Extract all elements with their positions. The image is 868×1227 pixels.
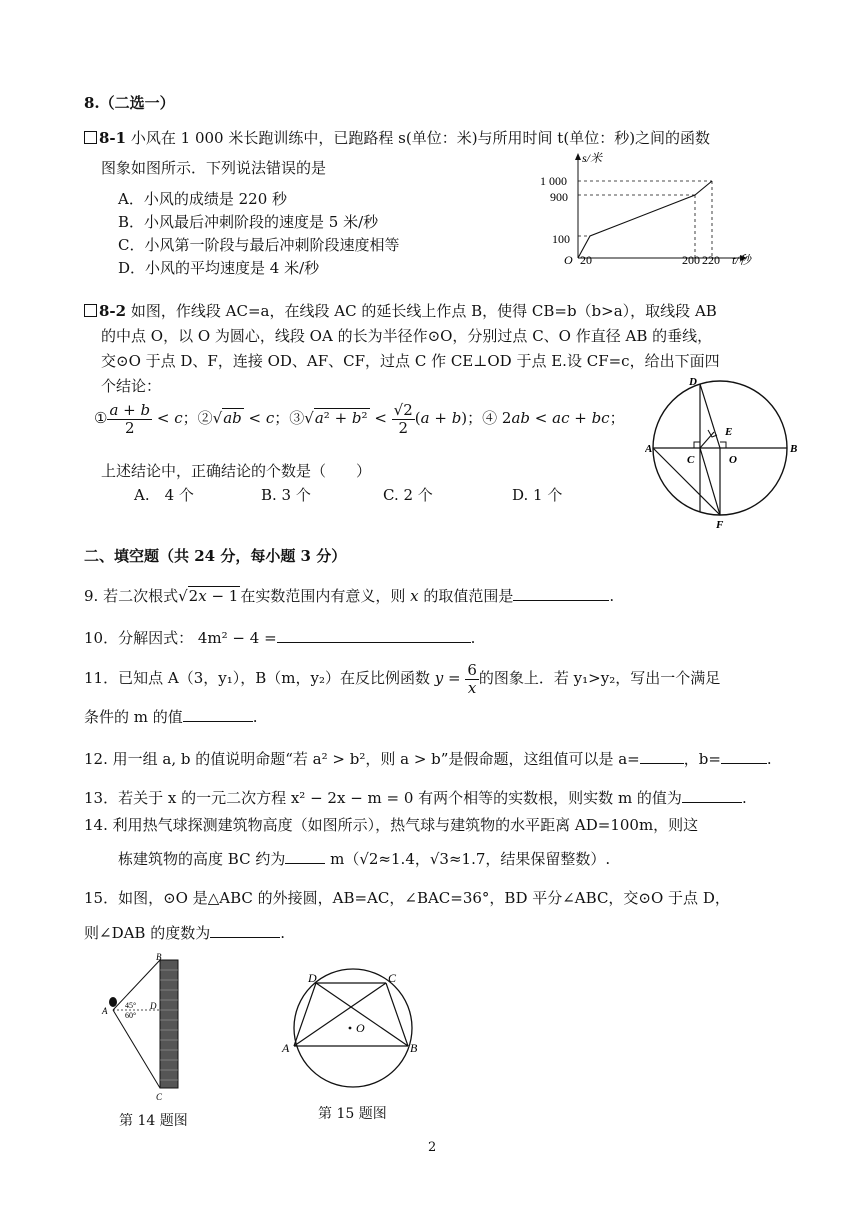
fig82-label-C: C bbox=[687, 454, 695, 466]
graph-xtick-20: 20 bbox=[580, 253, 592, 267]
graph-xlabel: t/秒 bbox=[732, 253, 751, 267]
fig15-caption: 第 15 题图 bbox=[318, 1106, 387, 1122]
fig14-angle-60: 60° bbox=[125, 1011, 137, 1020]
q11-line1: 11．已知点 A（3，y₁），B（m，y₂）在反比例函数 y = $\frac{6}{x}$ 的图象上．若 y₁>y₂，写出一个满足 bbox=[84, 661, 721, 697]
fig15-label-A: A bbox=[282, 1041, 290, 1055]
q8-2-option-d: D. 1 个 bbox=[512, 486, 563, 504]
q8-1-option-b: B．小风最后冲刺阶段的速度是 5 米/秒 bbox=[118, 213, 379, 231]
fig15-label-D: D bbox=[308, 971, 317, 985]
q12: 12. 用一组 a, b 的值说明命题“若 a² > b²，则 a > b”是假命题，这组值可以是 a= ，b= . bbox=[84, 750, 772, 768]
graph-ytick-1000: 1 000 bbox=[540, 174, 567, 188]
fig82-label-O: O bbox=[729, 454, 737, 466]
q8-1-option-c: C．小风第一阶段与最后冲刺阶段速度相等 bbox=[118, 236, 400, 254]
q15-answer-blank[interactable] bbox=[210, 923, 280, 938]
graph-ylabel: s/米 bbox=[582, 151, 603, 165]
hot-air-balloon-icon bbox=[109, 997, 117, 1007]
fig14-label-A: A bbox=[102, 1006, 108, 1016]
fig14-angle-45: 45° bbox=[125, 1001, 137, 1010]
q8-1-line2: 图象如图所示．下列说法错误的是 bbox=[101, 159, 327, 177]
fig82-label-B: B bbox=[790, 443, 798, 455]
q10-answer-blank[interactable] bbox=[277, 628, 471, 643]
graph-origin: O bbox=[564, 253, 573, 267]
page-number: 2 bbox=[428, 1140, 437, 1155]
q11-answer-blank[interactable] bbox=[183, 707, 253, 722]
fig15-figure bbox=[278, 962, 428, 1096]
q8-2-option-b: B. 3 个 bbox=[261, 486, 311, 504]
q8-2-summary: 上述结论中，正确结论的个数是（ ） bbox=[101, 462, 372, 480]
q14-answer-blank[interactable] bbox=[285, 849, 325, 864]
q9: 9. 若二次根式√2x − 1 在实数范围内有意义，则 x 的取值范围是 . bbox=[84, 587, 615, 605]
choice-checkbox[interactable] bbox=[84, 131, 97, 144]
q14-line2: 栋建筑物的高度 BC 约为 m（√2≈1.4，√3≈1.7，结果保留整数）. bbox=[118, 850, 611, 868]
graph-line bbox=[578, 181, 712, 258]
fig14-label-D: D bbox=[150, 1001, 157, 1011]
q12-answer-blank-b[interactable] bbox=[721, 749, 767, 764]
q10: 10．分解因式： 4m² − 4 = . bbox=[84, 629, 476, 647]
q8-2-line1: 8-2 如图，作线段 AC=a，在线段 AC 的延长线上作点 B，使得 CB=b（b>a），取线段 AB bbox=[84, 300, 717, 321]
q8-2-option-c: C. 2 个 bbox=[383, 486, 433, 504]
q8-2-figure bbox=[645, 372, 805, 532]
fig82-label-A: A bbox=[645, 443, 653, 455]
fig82-label-F: F bbox=[716, 519, 724, 531]
fig14-figure bbox=[96, 952, 196, 1104]
graph-ytick-900: 900 bbox=[550, 190, 568, 204]
q8-2-option-a: A. 4 个 bbox=[134, 486, 194, 504]
q8-1-line1: 8-1 小风在 1 000 米长跑训练中，已跑路程 s(单位：米)与所用时间 t(单位：秒)之间的函数 bbox=[84, 127, 710, 148]
q8-2-line2: 的中点 O，以 O 为圆心，线段 OA 的长为半径作⊙O，分别过点 C、O 作直径 AB 的垂线， bbox=[101, 327, 713, 345]
fig15-label-O: O bbox=[356, 1021, 365, 1035]
fig15-label-C: C bbox=[388, 971, 397, 985]
q8-heading: 8.（二选一） bbox=[84, 94, 175, 112]
section2-heading: 二、填空题（共 24 分，每小题 3 分） bbox=[84, 547, 347, 565]
q12-answer-blank-a[interactable] bbox=[640, 749, 684, 764]
graph-xtick-200: 200 bbox=[682, 253, 700, 267]
q13-answer-blank[interactable] bbox=[682, 788, 742, 803]
q11-line2: 条件的 m 的值 . bbox=[84, 708, 258, 726]
q8-1-option-d: D．小风的平均速度是 4 米/秒 bbox=[118, 259, 320, 277]
q15-line1: 15．如图，⊙O 是△ABC 的外接圆，AB=AC，∠BAC=36°，BD 平分∠ABC，交⊙O 于点 D， bbox=[84, 889, 730, 907]
fig14-caption: 第 14 题图 bbox=[119, 1113, 188, 1129]
graph-ytick-100: 100 bbox=[552, 232, 570, 246]
choice-checkbox[interactable] bbox=[84, 304, 97, 317]
q15-line2: 则∠DAB 的度数为 . bbox=[84, 924, 286, 942]
fig82-label-D: D bbox=[689, 376, 697, 388]
q8-2-conclusions: ① $\frac{a + b}{2}$ < c；②√ab < c；③√a² + b² < $\frac{√2}{2}$ (a + b)；④ 2ab < ac + bc； bbox=[94, 401, 625, 437]
q13: 13．若关于 x 的一元二次方程 x² − 2x − m = 0 有两个相等的实数根，则实数 m 的值为 . bbox=[84, 789, 747, 807]
q8-2-line3: 交⊙O 于点 D、F，连接 OD、AF、CF，过点 C 作 CE⊥OD 于点 E.设 CF=c，给出下面四 bbox=[101, 352, 720, 370]
fig15-label-B: B bbox=[410, 1041, 418, 1055]
q14-line1: 14. 利用热气球探测建筑物高度（如图所示），热气球与建筑物的水平距离 AD=100m，则这 bbox=[84, 816, 699, 834]
fig14-label-C: C bbox=[156, 1092, 163, 1102]
q8-2-line4: 个结论： bbox=[101, 377, 162, 395]
graph-xtick-220: 220 bbox=[702, 253, 720, 267]
q8-1-option-a: A．小风的成绩是 220 秒 bbox=[118, 190, 287, 208]
fig82-label-E: E bbox=[725, 426, 733, 438]
q9-answer-blank[interactable] bbox=[513, 586, 609, 601]
fig14-label-B: B bbox=[156, 952, 162, 962]
q8-1-graph bbox=[540, 148, 770, 273]
